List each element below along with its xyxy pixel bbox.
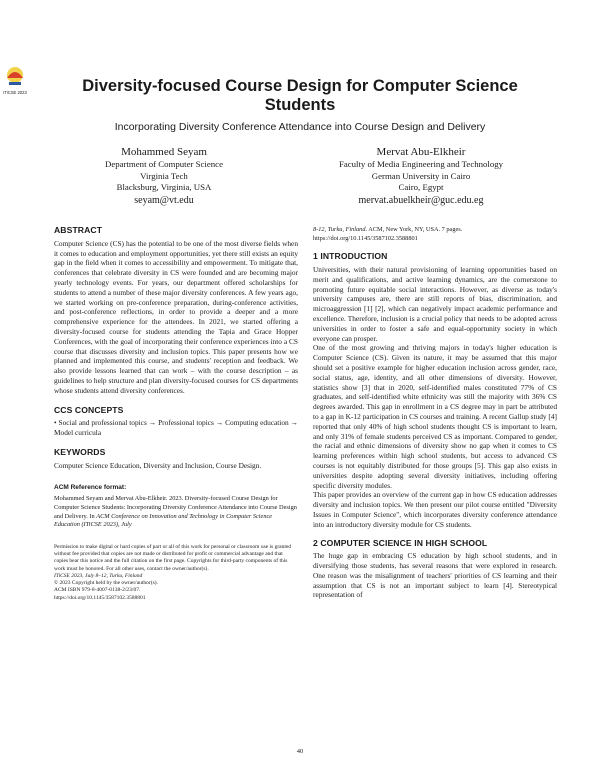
author-affiliation: Department of Computer Science [105, 159, 223, 169]
section2-heading: 2 COMPUTER SCIENCE IN HIGH SCHOOL [313, 537, 488, 548]
introduction-paragraph: This paper provides an overview of the current gap in how CS education addresses diversity and inclusion topics. We then present our pilot course entitled "Diversity Issues in Computer Science", which incorporates diversity conference attendance into an introductory diversity module for CS students. [313, 490, 557, 529]
paper-title: Diversity-focused Course Design for Computer Science Students [82, 77, 518, 114]
paper-subtitle: Incorporating Diversity Conference Attendance into Course Design and Delivery [114, 121, 486, 133]
acm-reference-continued-venue: 8-12, Turku, Finland. [313, 226, 368, 233]
left-column [54, 226, 298, 602]
acm-reference-venue: ACM Conference on Innovation and Technology in Computer Science Education (ITiCSE 2023), July [54, 512, 273, 529]
logo-text: ITiCSE 2023 [3, 90, 27, 95]
author-institution: German University in Cairo [371, 170, 471, 181]
concepts-heading: CCS CONCEPTS [54, 404, 124, 415]
acm-reference-heading: ACM Reference format: [54, 483, 127, 491]
author-institution: Virginia Tech [140, 170, 188, 181]
abstract-text: Computer Science (CS) has the potential to be one of the most diverse fields when it comes to education and employment opportunities, yet there still exists an equity gap in the field when it comes to accessibility and empowerment. To mitigate that, conferences that celebrate diversity in CS were founded and are becoming major yearly technology events. For years, our department offered scholarships for students to attend a number of these major diversity conferences. A few years ago, we started working on pre-conference preparation, during-conference activities, and post-conference reflections, in order to provide a deeper and a more comprehensive experience for the attendees. In 2021, we started offering a diversity-focused course for students attending the Tapia and Grace Hopper Conferences, with the goal of incorporating their conference experiences into a CS course that discusses diversity and inclusion topics. This paper presents how we planned and implemented this course, and students' reception and feedback. We also provide lessons learned that can work – with the course description – as guidelines to help structure and plan diversity-focused courses for CS departments whose students attend diversity conferences. [54, 238, 298, 395]
author-email[interactable]: seyam@vt.edu [134, 194, 194, 206]
introduction-heading: 1 INTRODUCTION [313, 251, 388, 262]
author-name: Mervat Abu-Elkheir [376, 146, 466, 158]
acm-reference-continued-text: ACM, New York, NY, USA. 7 pages. https://doi.org/10.1145/3587102.3588801 [313, 226, 463, 242]
logo-base-shape [9, 82, 21, 85]
author-email[interactable]: mervat.abuelkheir@guc.edu.eg [358, 194, 484, 206]
section2-paragraph: The huge gap in embracing CS education by high school students, and in diversifying those students, has several reasons that were explored in research. One reason was the misalignment of teachers' priorities of CS learning and their assumption that CS is not an important subject to learn [4]. Stereotypical representation of [313, 551, 557, 600]
permission-text: Permission to make digital or hard copies of part or all of this work for personal or classroom use is granted without fee provided that copies are not made or distributed for profit or commercial advantage and that copies bear this notice and the full citation on the first page. Copyrights for third-party components of this work must be honored. For all other uses, contact the owner/author(s). [54, 543, 292, 572]
conference-venue: ITiCSE 2023, July 8–12, Turku, Finland [54, 572, 143, 579]
keywords-heading: KEYWORDS [54, 446, 106, 457]
author-location: Cairo, Egypt [398, 182, 444, 193]
acm-reference-text [54, 495, 298, 529]
isbn-text: ACM ISBN 979-8-4007-0138-2/23/07. [54, 587, 141, 594]
abstract-heading: ABSTRACT [54, 225, 103, 235]
introduction-paragraph: One of the most growing and thriving majors in today's higher education is Computer Science (CS). Given its nature, it may be assumed that this major should set a positive example for higher education inclusion across gender, race, social status, age, identity, and all other dimensions of diversity. However, statistics show [3] that in 2020, self-identified males constituted 77% of CS graduates, and self-identified white ethnicity was still the majority with 36% CS degrees awarded. This gap in enrollment in a CS degree may in part be attributed to a gap in K-12 participation in CS courses and training. A recent Gallup study [4] reported that only 40% of high school students thought CS is important to learn, and only 31% of female students perceived CS as important. Compared to gender, the racial and ethnic dimensions of diversity show no gap when it comes to CS learning preferences within high school students, but access to advanced CS courses is not equitably distributed for those groups [5]. This gap also exists in universities despite adopting several diversity initiatives, including offering specific diversity modules. [313, 343, 557, 490]
author-block-1 [44, 145, 284, 207]
acm-reference-continued [313, 226, 557, 243]
author-block-2 [301, 145, 541, 207]
keywords-text: Computer Science Education, Diversity and Inclusion, Course Design. [54, 460, 262, 470]
conference-logo [2, 64, 28, 102]
copyright-text: © 2023 Copyright held by the owner/author(s). [54, 580, 158, 587]
page-number: 40 [296, 748, 304, 755]
acm-reference-main: Mohammed Seyam and Mervat Abu-Elkheir. 2023. Diversity-focused Course Design for Computer Science Students: Incorporating Diversity Conference Attendance into Course Design and Delivery. In [54, 495, 297, 520]
author-affiliation: Faculty of Media Engineering and Technology [338, 159, 504, 169]
doi-link[interactable]: https://doi.org/10.1145/3587102.3588801 [54, 594, 146, 601]
concepts-text: • Social and professional topics → Professional topics → Computing education → Model curricula [54, 418, 298, 438]
author-name: Mohammed Seyam [121, 146, 207, 158]
right-column [313, 226, 557, 600]
permission-block [54, 544, 298, 602]
author-location: Blacksburg, Virginia, USA [116, 182, 212, 193]
introduction-paragraph: Universities, with their natural provisioning of learning opportunities based on merit and qualifications, and active learning dynamics, are the cornerstone to promoting future equitable social interactions. However, as diverse as today's university campuses are, there are still reports of bias, discrimination, and microaggression [1] [2], which can negatively impact academic performance and excellence. Therefore, inclusion is a crucial policy that needs to be adopted across universities in order to foster a safe and equal-opportunity society in which everyone can prosper. [313, 264, 557, 343]
